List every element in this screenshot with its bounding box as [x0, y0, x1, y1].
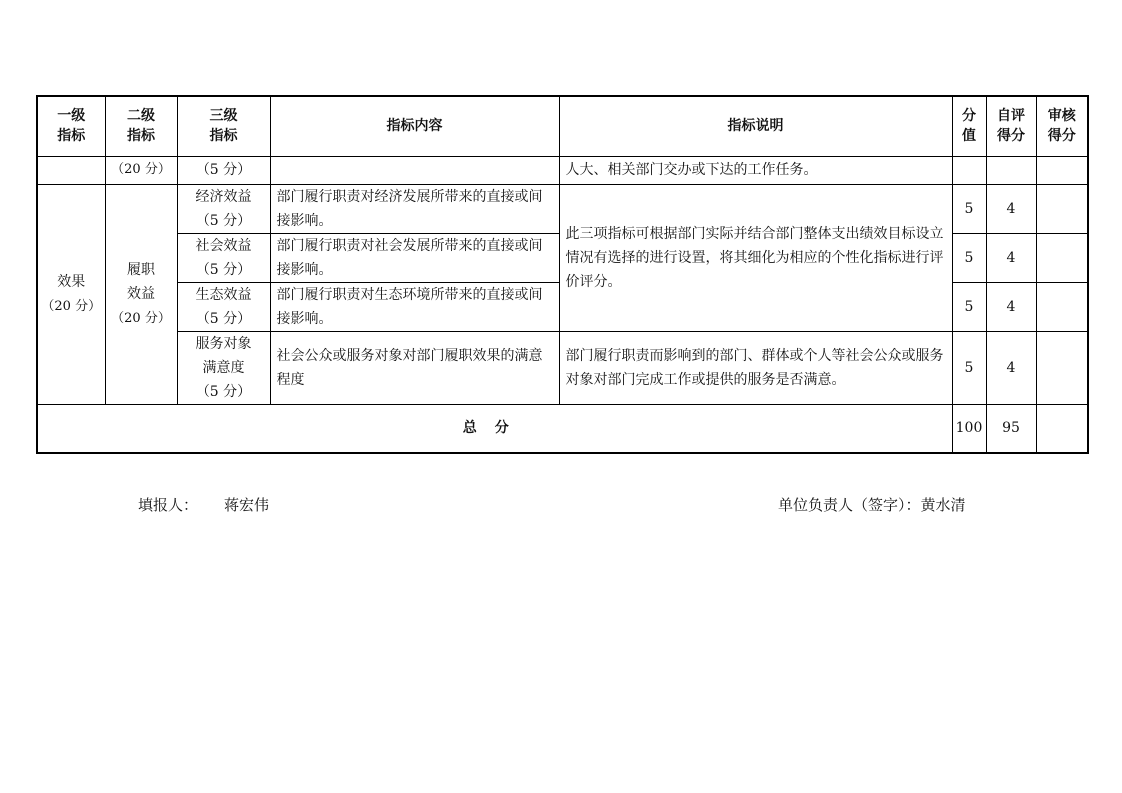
level1-effect-name: 效果 — [57, 273, 86, 290]
level2-performance-cell — [105, 184, 177, 404]
level3-ecological-points: （5 分） — [195, 310, 252, 327]
carry-description: 人大、相关部门交办或下达的工作任务。 — [559, 156, 952, 184]
responsible-name: 黄水清 — [920, 496, 966, 514]
responsible-signature — [778, 494, 966, 516]
social-content: 部门履行职责对社会发展所带来的直接或间接影响。 — [270, 233, 559, 282]
header-audit-line2: 得分 — [1047, 128, 1076, 145]
carry-over-row — [37, 156, 1088, 184]
total-score: 100 — [952, 404, 986, 453]
header-score — [952, 96, 986, 156]
satisfaction-score: 5 — [952, 331, 986, 404]
level3-satisfaction-points: （5 分） — [195, 383, 252, 400]
table-row — [37, 331, 1088, 404]
header-audit-score — [1036, 96, 1088, 156]
header-level3 — [177, 96, 270, 156]
carry-audit-score-cell — [1036, 156, 1088, 184]
economic-score: 5 — [952, 184, 986, 233]
header-level2 — [105, 96, 177, 156]
economic-content: 部门履行职责对经济发展所带来的直接或间接影响。 — [270, 184, 559, 233]
header-row — [37, 96, 1088, 156]
evaluation-table — [36, 95, 1089, 454]
carry-level1-cell — [37, 156, 105, 184]
ecological-self-score: 4 — [986, 282, 1036, 331]
economic-audit-score — [1036, 184, 1088, 233]
header-score-line1: 分 — [962, 108, 976, 125]
header-self-score — [986, 96, 1036, 156]
satisfaction-description: 部门履行职责而影响到的部门、群体或个人等社会公众或服务对象对部门完成工作或提供的服务是否满意。 — [559, 331, 952, 404]
header-level1 — [37, 96, 105, 156]
carry-self-score-cell — [986, 156, 1036, 184]
header-score-line2: 值 — [962, 128, 976, 145]
level3-satisfaction-line2: 满意度 — [202, 359, 245, 376]
social-audit-score — [1036, 233, 1088, 282]
level2-performance-line1: 履职 — [127, 261, 155, 278]
level3-satisfaction-line1: 服务对象 — [195, 335, 252, 352]
level3-social-cell — [177, 233, 270, 282]
header-audit-line1: 审核 — [1047, 108, 1076, 125]
level3-ecological-name: 生态效益 — [195, 286, 252, 303]
filler-name: 蒋宏伟 — [224, 496, 270, 514]
level2-performance-points: （20 分） — [111, 310, 171, 326]
satisfaction-audit-score — [1036, 331, 1088, 404]
ecological-content: 部门履行职责对生态环境所带来的直接或间接影响。 — [270, 282, 559, 331]
header-level1-line1: 一级 — [57, 108, 86, 125]
social-self-score: 4 — [986, 233, 1036, 282]
header-level2-line1: 二级 — [127, 108, 155, 125]
level3-satisfaction-cell — [177, 331, 270, 404]
carry-level3-points: （5 分） — [177, 156, 270, 184]
header-level1-line2: 指标 — [57, 128, 86, 145]
economic-self-score: 4 — [986, 184, 1036, 233]
level1-effect-cell — [37, 184, 105, 404]
satisfaction-self-score: 4 — [986, 331, 1036, 404]
level3-economic-points: （5 分） — [195, 212, 252, 229]
satisfaction-content: 社会公众或服务对象对部门履职效果的满意程度 — [270, 331, 559, 404]
level2-performance-line2: 效益 — [127, 285, 155, 302]
table-row — [37, 184, 1088, 233]
ecological-audit-score — [1036, 282, 1088, 331]
header-content: 指标内容 — [270, 96, 559, 156]
level3-social-points: （5 分） — [195, 261, 252, 278]
level3-economic-cell — [177, 184, 270, 233]
header-self-line1: 自评 — [997, 108, 1025, 125]
social-score: 5 — [952, 233, 986, 282]
total-audit-score — [1036, 404, 1088, 453]
total-self-score: 95 — [986, 404, 1036, 453]
header-description: 指标说明 — [559, 96, 952, 156]
ecological-score: 5 — [952, 282, 986, 331]
level1-effect-points: （20 分） — [41, 298, 102, 314]
header-level3-line2: 指标 — [209, 128, 238, 145]
total-label: 总分 — [37, 404, 952, 453]
responsible-label: 单位负责人（签字）： — [778, 496, 921, 514]
carry-score-cell — [952, 156, 986, 184]
total-row — [37, 404, 1088, 453]
shared-description: 此三项指标可根据部门实际并结合部门整体支出绩效目标设立情况有选择的进行设置，将其细化为相应的个性化指标进行评价评分。 — [559, 184, 952, 331]
filler-signature — [138, 494, 269, 516]
level3-social-name: 社会效益 — [195, 237, 252, 254]
level3-economic-name: 经济效益 — [195, 188, 252, 205]
level3-ecological-cell — [177, 282, 270, 331]
filler-label: 填报人： — [138, 496, 199, 514]
carry-content-cell — [270, 156, 559, 184]
header-level2-line2: 指标 — [127, 128, 155, 145]
header-self-line2: 得分 — [997, 128, 1025, 145]
header-level3-line1: 三级 — [209, 108, 238, 125]
carry-level2-points: （20 分） — [105, 156, 177, 184]
